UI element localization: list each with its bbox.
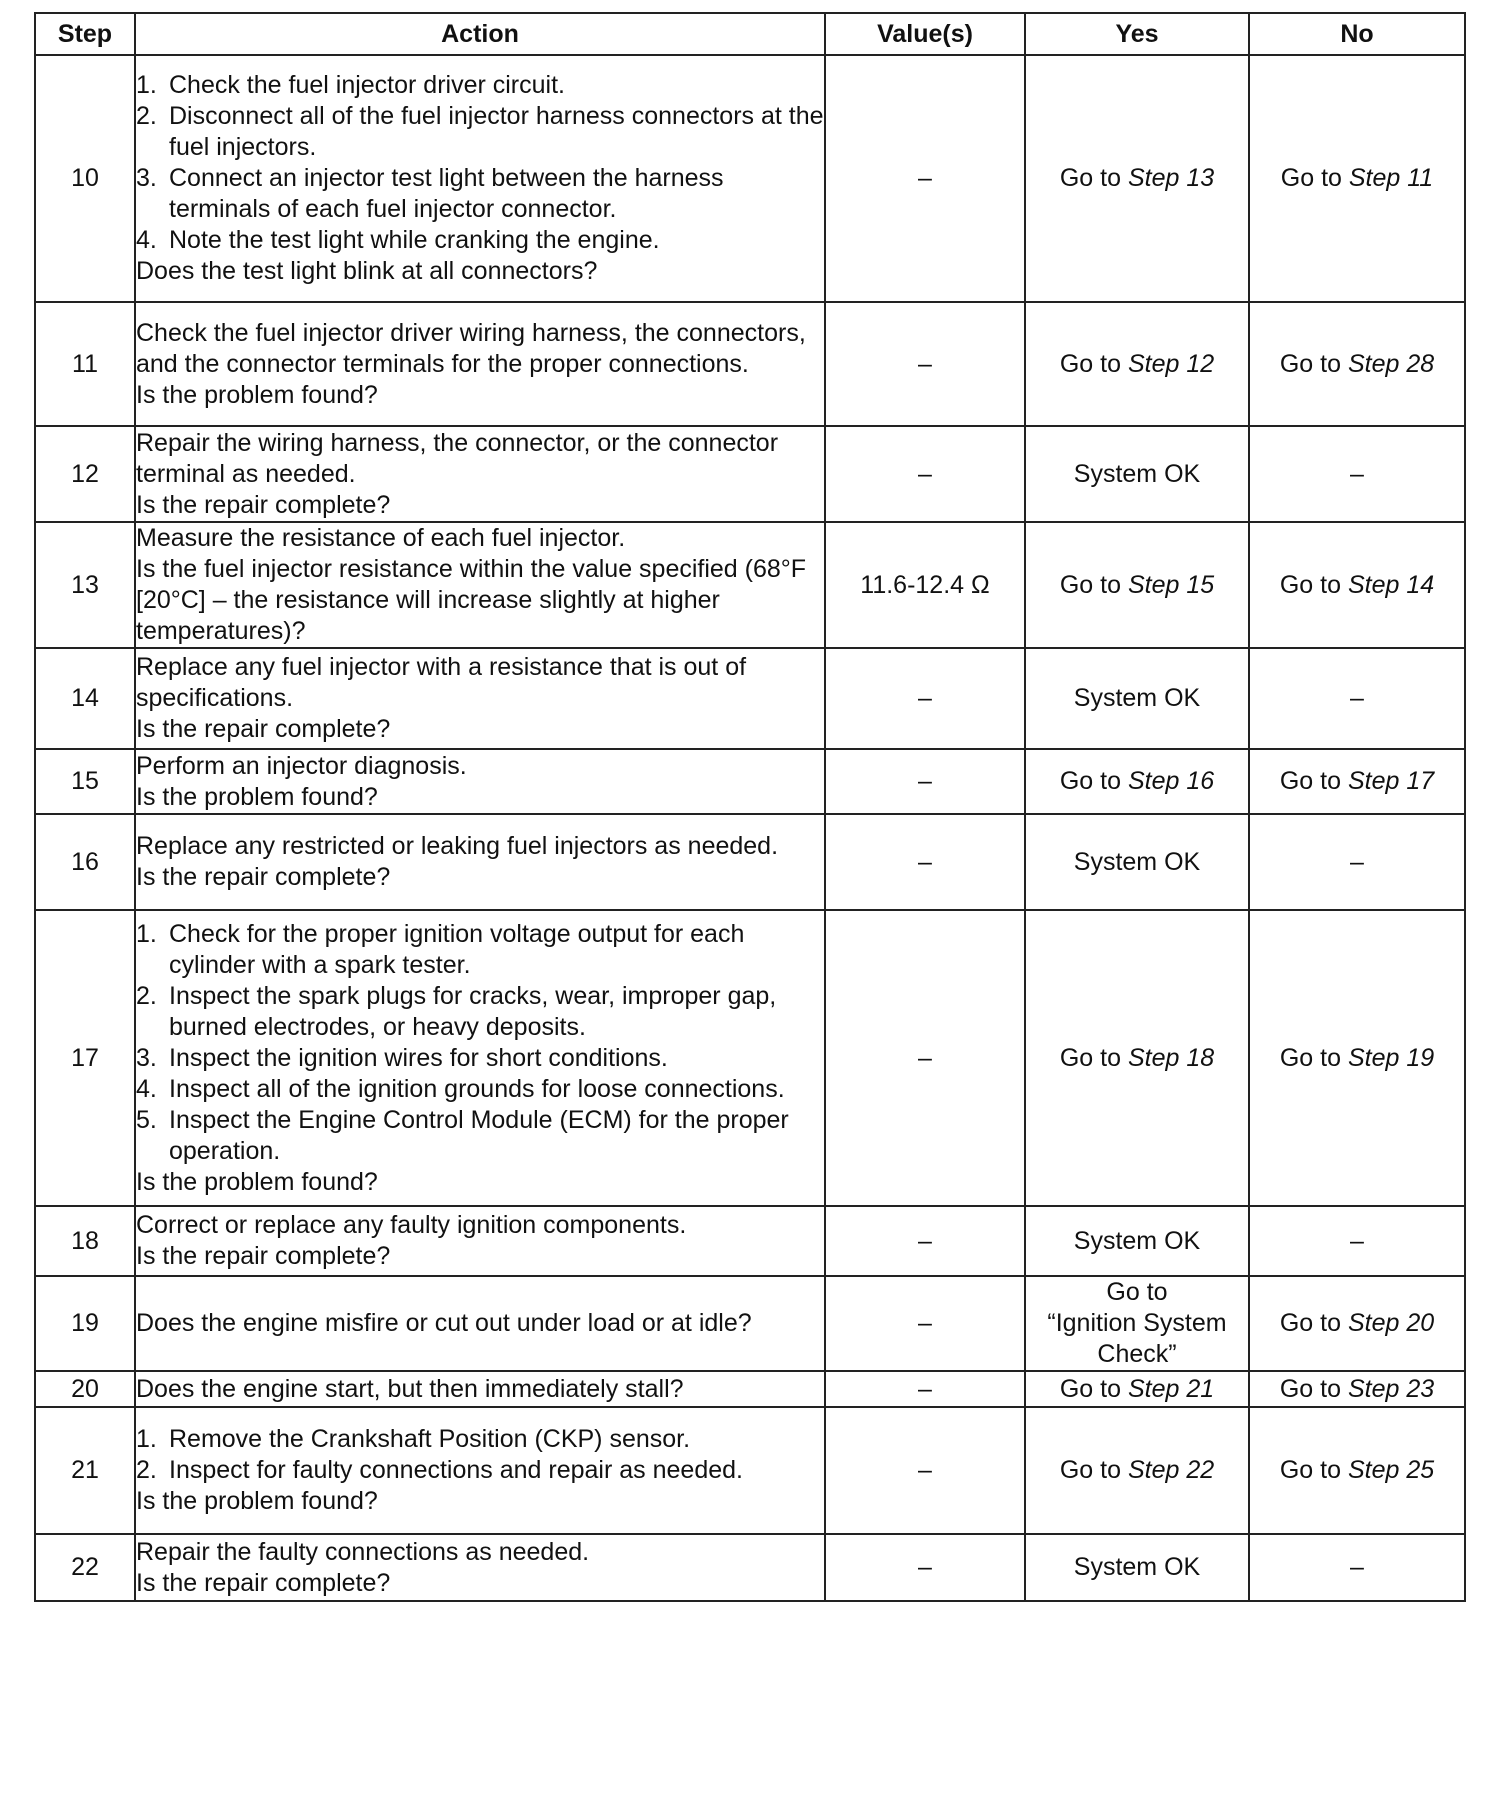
action-list-item bbox=[136, 1074, 824, 1105]
action-cell bbox=[135, 648, 825, 749]
step-number: 17 bbox=[35, 910, 135, 1206]
step-number: 18 bbox=[35, 1206, 135, 1276]
table-row bbox=[35, 302, 1465, 426]
action-cell bbox=[135, 814, 825, 910]
yes-line: Go to bbox=[1106, 1278, 1168, 1306]
value-cell: – bbox=[825, 749, 1025, 814]
value-cell: – bbox=[825, 1407, 1025, 1534]
action-text: Perform an injector diagnosis. bbox=[136, 751, 467, 780]
action-cell bbox=[135, 426, 825, 522]
no-cell bbox=[1249, 1371, 1465, 1407]
value-cell: – bbox=[825, 648, 1025, 749]
goto-step: Step 22 bbox=[1127, 1456, 1215, 1484]
yes-result: System OK bbox=[1073, 459, 1201, 488]
step-number: 20 bbox=[35, 1371, 135, 1407]
value-cell: 11.6-12.4 Ω bbox=[825, 522, 1025, 648]
table-row bbox=[35, 1534, 1465, 1601]
action-list-item bbox=[136, 919, 824, 981]
goto-step: Step 16 bbox=[1127, 767, 1215, 795]
no-result: – bbox=[1350, 847, 1364, 876]
list-text: Inspect all of the ignition grounds for loose connections. bbox=[169, 1074, 785, 1103]
goto-step: Step 12 bbox=[1127, 349, 1215, 378]
action-list-item bbox=[136, 1424, 824, 1455]
list-text: Inspect the Engine Control Module (ECM) for the proper operation. bbox=[169, 1105, 789, 1165]
no-result: – bbox=[1350, 1226, 1364, 1255]
action-question: Is the repair complete? bbox=[136, 863, 391, 891]
action-question: Is the problem found? bbox=[136, 1487, 378, 1515]
goto-step: Step 17 bbox=[1347, 767, 1435, 795]
action-cell bbox=[135, 55, 825, 302]
yes-cell bbox=[1025, 1534, 1249, 1601]
list-text: Check the fuel injector driver circuit. bbox=[169, 71, 565, 99]
header-yes: Yes bbox=[1025, 13, 1249, 55]
no-cell bbox=[1249, 55, 1465, 302]
list-text: Connect an injector test light between the harness terminals of each fuel injector connector. bbox=[169, 164, 724, 223]
yes-cell bbox=[1025, 749, 1249, 814]
list-text: Note the test light while cranking the engine. bbox=[169, 226, 660, 254]
step-number: 12 bbox=[35, 426, 135, 522]
action-text: Does the engine start, but then immediately stall? bbox=[136, 1374, 684, 1403]
goto-label: Go to bbox=[1279, 767, 1348, 795]
list-number: 4. bbox=[136, 1074, 157, 1103]
yes-cell bbox=[1025, 648, 1249, 749]
yes-cell bbox=[1025, 1276, 1249, 1371]
list-number: 2. bbox=[136, 1456, 157, 1484]
yes-result: System OK bbox=[1073, 684, 1201, 712]
action-text: Repair the faulty connections as needed. bbox=[136, 1537, 590, 1566]
value-cell: – bbox=[825, 1371, 1025, 1407]
action-cell bbox=[135, 1407, 825, 1534]
list-number: 1. bbox=[136, 919, 157, 948]
table-row bbox=[35, 910, 1465, 1206]
action-text: Does the engine misfire or cut out under load or at idle? bbox=[136, 1309, 752, 1337]
action-cell bbox=[135, 302, 825, 426]
goto-step: Step 20 bbox=[1347, 1309, 1435, 1337]
value-cell: – bbox=[825, 55, 1025, 302]
table-row bbox=[35, 1206, 1465, 1276]
goto-step: Step 15 bbox=[1127, 570, 1215, 599]
goto-step: Step 13 bbox=[1127, 164, 1215, 192]
action-question: Is the repair complete? bbox=[136, 1568, 391, 1597]
action-question: Is the problem found? bbox=[136, 782, 378, 811]
action-text: Replace any restricted or leaking fuel injectors as needed. bbox=[136, 832, 779, 860]
list-number: 5. bbox=[136, 1105, 157, 1134]
yes-cell bbox=[1025, 1206, 1249, 1276]
table-row bbox=[35, 55, 1465, 302]
action-question: Is the repair complete? bbox=[136, 715, 391, 743]
step-number: 14 bbox=[35, 648, 135, 749]
goto-step: Step 19 bbox=[1347, 1043, 1435, 1072]
list-number: 3. bbox=[136, 164, 157, 192]
header-row bbox=[35, 13, 1465, 55]
list-number: 3. bbox=[136, 1043, 157, 1072]
value-cell: – bbox=[825, 814, 1025, 910]
goto-label: Go to bbox=[1279, 1374, 1348, 1403]
table-row bbox=[35, 1407, 1465, 1534]
goto-label: Go to bbox=[1279, 1456, 1348, 1484]
goto-label: Go to bbox=[1059, 1374, 1128, 1403]
list-text: Remove the Crankshaft Position (CKP) sensor. bbox=[169, 1425, 691, 1453]
yes-cell bbox=[1025, 1371, 1249, 1407]
no-cell bbox=[1249, 814, 1465, 910]
table-row bbox=[35, 749, 1465, 814]
goto-label: Go to bbox=[1059, 164, 1128, 192]
yes-cell bbox=[1025, 302, 1249, 426]
goto-step: Step 21 bbox=[1127, 1374, 1215, 1403]
no-result: – bbox=[1350, 684, 1364, 712]
list-number: 2. bbox=[136, 981, 157, 1010]
action-list-item bbox=[136, 70, 824, 101]
value-cell: – bbox=[825, 302, 1025, 426]
action-list-item bbox=[136, 101, 824, 163]
table-row bbox=[35, 814, 1465, 910]
action-text: Repair the wiring harness, the connector, or the connector terminal as needed. bbox=[136, 428, 779, 488]
diagnostic-table bbox=[34, 12, 1466, 1602]
no-cell bbox=[1249, 1534, 1465, 1601]
action-list-item bbox=[136, 163, 824, 225]
table-body bbox=[35, 55, 1465, 1601]
action-list-item bbox=[136, 1043, 824, 1074]
value-cell: – bbox=[825, 910, 1025, 1206]
step-number: 19 bbox=[35, 1276, 135, 1371]
table-row bbox=[35, 426, 1465, 522]
no-cell bbox=[1249, 522, 1465, 648]
list-number: 1. bbox=[136, 1425, 157, 1453]
action-cell bbox=[135, 522, 825, 648]
goto-step: Step 14 bbox=[1347, 570, 1435, 599]
goto-label: Go to bbox=[1279, 1309, 1348, 1337]
action-cell bbox=[135, 1534, 825, 1601]
yes-line: Check” bbox=[1097, 1340, 1177, 1368]
action-list-item bbox=[136, 1455, 824, 1486]
action-text: Measure the resistance of each fuel injector. bbox=[136, 524, 626, 552]
action-cell bbox=[135, 1371, 825, 1407]
list-text: Inspect the ignition wires for short conditions. bbox=[169, 1043, 668, 1072]
list-text: Inspect for faulty connections and repair as needed. bbox=[169, 1456, 743, 1484]
action-list-item bbox=[136, 981, 824, 1043]
yes-cell bbox=[1025, 814, 1249, 910]
step-number: 10 bbox=[35, 55, 135, 302]
goto-label: Go to bbox=[1279, 1043, 1348, 1072]
action-cell bbox=[135, 910, 825, 1206]
header-step: Step bbox=[35, 13, 135, 55]
yes-cell bbox=[1025, 426, 1249, 522]
action-text: Check the fuel injector driver wiring harness, the connectors, and the connector terminals for the proper connections. bbox=[136, 318, 806, 378]
action-question: Is the problem found? bbox=[136, 380, 378, 409]
no-result: – bbox=[1350, 1553, 1364, 1581]
action-question: Is the repair complete? bbox=[136, 1242, 391, 1270]
goto-step: Step 23 bbox=[1347, 1374, 1435, 1403]
goto-label: Go to bbox=[1279, 349, 1348, 378]
yes-line: “Ignition System bbox=[1047, 1309, 1227, 1337]
list-number: 4. bbox=[136, 226, 157, 254]
step-number: 11 bbox=[35, 302, 135, 426]
no-cell bbox=[1249, 302, 1465, 426]
list-text: Disconnect all of the fuel injector harness connectors at the fuel injectors. bbox=[169, 102, 824, 161]
value-cell: – bbox=[825, 1206, 1025, 1276]
value-cell: – bbox=[825, 1276, 1025, 1371]
yes-cell bbox=[1025, 522, 1249, 648]
step-number: 16 bbox=[35, 814, 135, 910]
goto-step: Step 25 bbox=[1347, 1456, 1435, 1484]
action-question: Is the repair complete? bbox=[136, 490, 391, 519]
list-number: 2. bbox=[136, 102, 157, 130]
goto-step: Step 28 bbox=[1347, 349, 1435, 378]
yes-cell bbox=[1025, 1407, 1249, 1534]
yes-result: System OK bbox=[1073, 847, 1201, 876]
list-text: Check for the proper ignition voltage output for each cylinder with a spark tester. bbox=[169, 919, 745, 979]
action-list-item bbox=[136, 225, 824, 256]
goto-label: Go to bbox=[1059, 570, 1128, 599]
action-cell bbox=[135, 749, 825, 814]
step-number: 22 bbox=[35, 1534, 135, 1601]
action-cell bbox=[135, 1276, 825, 1371]
goto-label: Go to bbox=[1059, 767, 1128, 795]
value-cell: – bbox=[825, 426, 1025, 522]
table-row bbox=[35, 1371, 1465, 1407]
yes-cell bbox=[1025, 910, 1249, 1206]
action-text: Correct or replace any faulty ignition components. bbox=[136, 1211, 687, 1239]
goto-step: Step 11 bbox=[1348, 164, 1434, 192]
list-text: Inspect the spark plugs for cracks, wear, improper gap, burned electrodes, or heavy deposits. bbox=[169, 981, 777, 1041]
step-number: 15 bbox=[35, 749, 135, 814]
list-number: 1. bbox=[136, 71, 157, 99]
goto-label: Go to bbox=[1280, 164, 1349, 192]
no-cell bbox=[1249, 648, 1465, 749]
header-no: No bbox=[1249, 13, 1465, 55]
action-question: Does the test light blink at all connectors? bbox=[136, 257, 598, 285]
table-row bbox=[35, 522, 1465, 648]
goto-label: Go to bbox=[1059, 349, 1128, 378]
no-cell bbox=[1249, 910, 1465, 1206]
action-question: Is the fuel injector resistance within the value specified (68°F [20°C] – the resistance will increase slightly at higher temperatures)? bbox=[136, 555, 807, 645]
yes-result: System OK bbox=[1073, 1553, 1201, 1581]
header-value: Value(s) bbox=[825, 13, 1025, 55]
goto-label: Go to bbox=[1059, 1043, 1128, 1072]
goto-label: Go to bbox=[1059, 1456, 1128, 1484]
no-cell bbox=[1249, 1407, 1465, 1534]
no-cell bbox=[1249, 1276, 1465, 1371]
no-cell bbox=[1249, 426, 1465, 522]
table-row bbox=[35, 1276, 1465, 1371]
goto-step: Step 18 bbox=[1127, 1043, 1215, 1072]
yes-result: System OK bbox=[1073, 1226, 1201, 1255]
step-number: 13 bbox=[35, 522, 135, 648]
no-cell bbox=[1249, 749, 1465, 814]
value-cell: – bbox=[825, 1534, 1025, 1601]
table-row bbox=[35, 648, 1465, 749]
no-result: – bbox=[1350, 459, 1364, 488]
goto-label: Go to bbox=[1279, 570, 1348, 599]
action-list-item bbox=[136, 1105, 824, 1167]
step-number: 21 bbox=[35, 1407, 135, 1534]
yes-cell bbox=[1025, 55, 1249, 302]
header-action: Action bbox=[135, 13, 825, 55]
action-text: Replace any fuel injector with a resistance that is out of specifications. bbox=[136, 653, 747, 712]
action-question: Is the problem found? bbox=[136, 1167, 378, 1196]
action-cell bbox=[135, 1206, 825, 1276]
no-cell bbox=[1249, 1206, 1465, 1276]
